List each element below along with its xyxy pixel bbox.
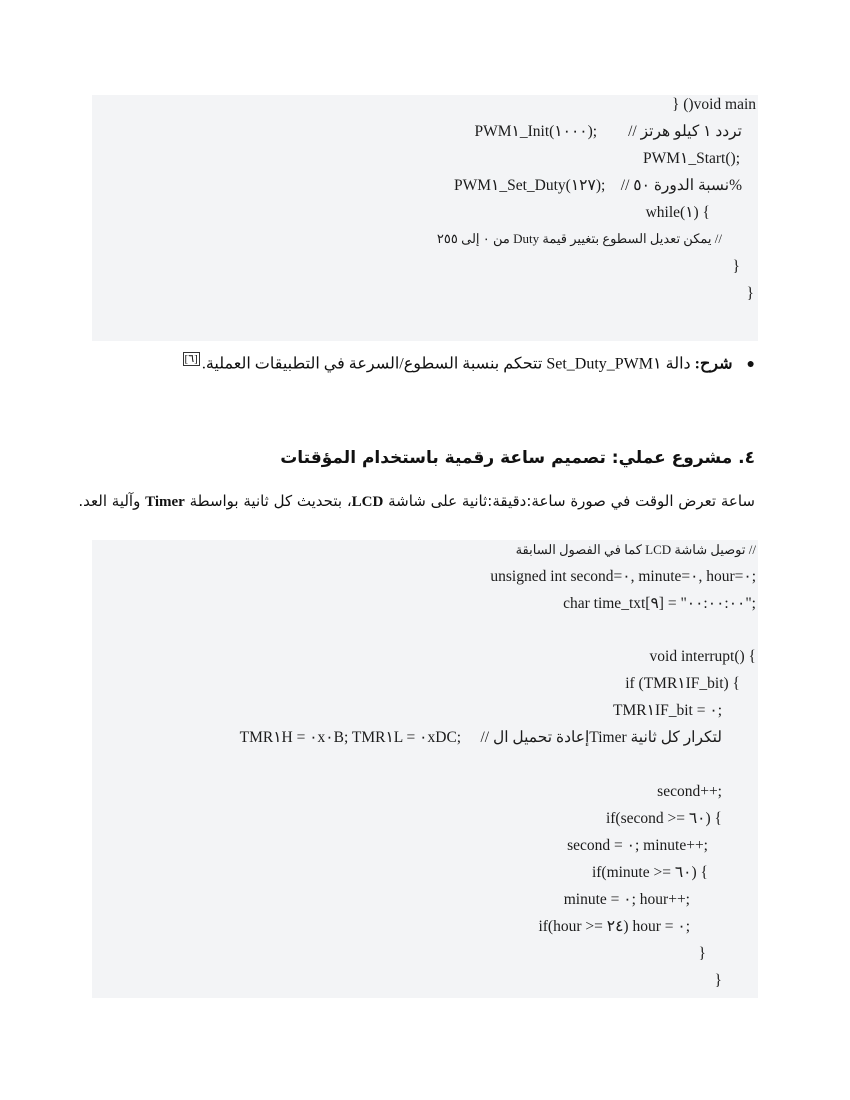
- code-line: }: [732, 258, 740, 275]
- paragraph-text: ساعة تعرض الوقت في صورة ساعة:دقيقة:ثانية على شاشة: [383, 492, 755, 510]
- code-line: }: [698, 945, 706, 962]
- code-comment: // يمكن تعديل السطوع بتغيير قيمة Duty من ٠ إلى ٢٥٥: [436, 231, 722, 246]
- code-line: if(second >= ٦٠) {: [605, 810, 722, 827]
- section-heading: ٤. مشروع عملي: تصميم ساعة رقمية باستخدام المؤقتات: [280, 448, 755, 468]
- code-line: unsigned int second=٠, minute=٠, hour=٠;: [490, 568, 756, 585]
- code-line: second++;: [657, 783, 722, 800]
- bullet-dot: ●: [746, 357, 755, 373]
- section-paragraph: [75, 492, 755, 511]
- code-line: while(١) {: [645, 204, 710, 221]
- code-line: TMR١IF_bit = ٠;: [613, 702, 722, 719]
- code-block-clock: [92, 540, 758, 998]
- explanation-bullet: [95, 347, 755, 377]
- code-comment: // توصيل شاشة LCD كما في الفصول السابقة: [515, 542, 756, 557]
- code-line: second = ٠; minute++;: [567, 837, 708, 854]
- code-line: PWM١_Start();: [642, 150, 740, 167]
- code-line: if (TMR١IF_bit) {: [625, 675, 740, 692]
- code-line: TMR١H = ٠x٠B; TMR١L = ٠xDC; // إعادة تحميل الTimer لتكرار كل ثانية: [239, 729, 722, 746]
- code-line: } ()void main: [671, 96, 756, 113]
- explanation-text: دالة PWM١_Set_Duty تتحكم بنسبة السطوع/السرعة في التطبيقات العملية.: [201, 355, 691, 373]
- reference-marker[interactable]: [٦]: [184, 353, 198, 365]
- paragraph-lcd: LCD: [351, 494, 384, 510]
- code-line: }: [714, 972, 722, 989]
- paragraph-timer: Timer: [145, 494, 185, 510]
- code-line: if(hour >= ٢٤) hour = ٠;: [538, 918, 690, 935]
- code-line: minute = ٠; hour++;: [563, 891, 690, 908]
- code-line: PWM١_Set_Duty(١٢٧); // نسبة الدورة ٥٠%: [453, 177, 742, 194]
- code-line: PWM١_Init(١٠٠٠); // تردد ١ كيلو هرتز: [474, 123, 742, 140]
- explanation-label: شرح:: [694, 355, 733, 373]
- code-block-pwm: [92, 95, 758, 341]
- paragraph-text: وآلية العد.: [78, 492, 146, 510]
- code-line: }: [746, 285, 754, 302]
- code-line: void interrupt() {: [649, 648, 756, 665]
- paragraph-text: ، بتحديث كل ثانية بواسطة: [184, 492, 352, 510]
- code-line: char time_txt[٩] = "٠٠:٠٠:٠٠";: [563, 595, 756, 612]
- code-line: if(minute >= ٦٠) {: [591, 864, 708, 881]
